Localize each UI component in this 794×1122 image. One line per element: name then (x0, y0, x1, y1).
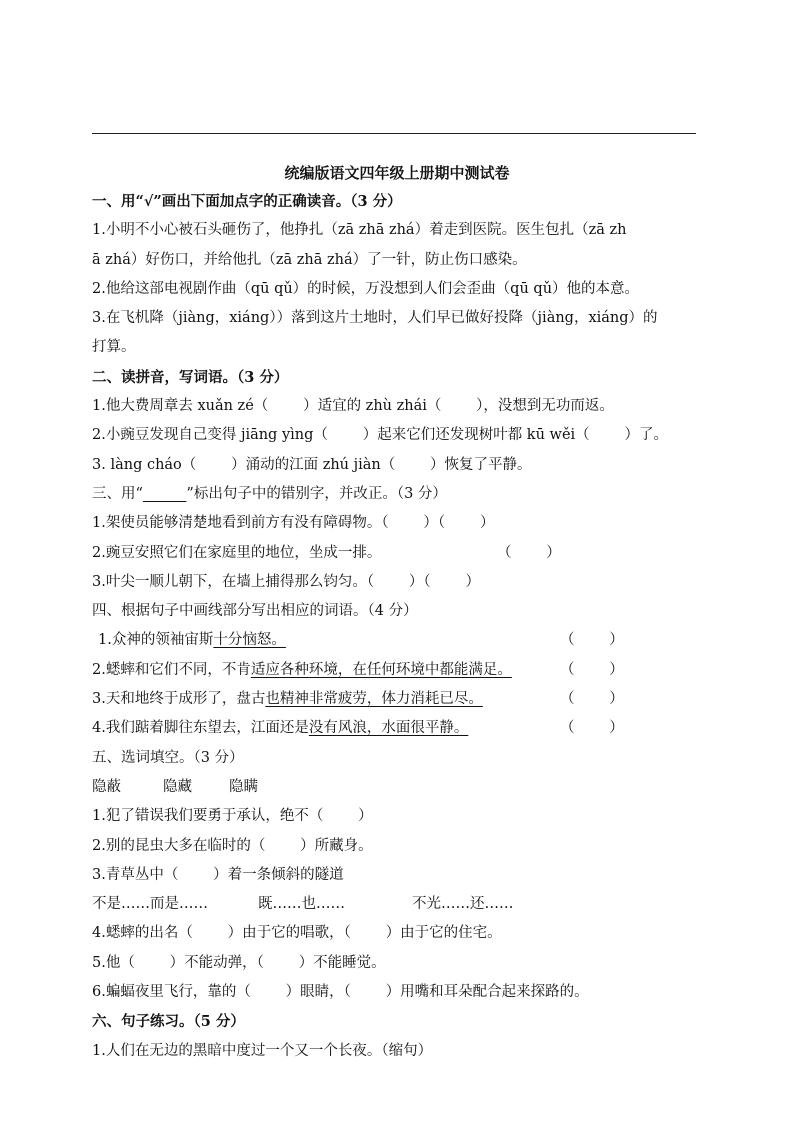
s4-question-3-text: 3.天和地终于成形了，盘古 (92, 691, 266, 708)
s2-question-3: 3. làng cháo（ ）涌动的江面 zhú jiàn（ ）恢复了平静。 (92, 456, 532, 473)
exam-content (92, 187, 704, 1066)
section-4-heading: 四、根据句子中画线部分写出相应的词语。（4 分） (92, 603, 418, 620)
s4-question-4-blank: （ ） (560, 720, 624, 737)
section-5-heading: 五、选词填空。（3 分） (92, 749, 244, 766)
s5-question-6: 6.蝙蝠夜里飞行，靠的（ ）眼睛，（ ）用嘴和耳朵配合起来探路的。 (92, 984, 589, 1001)
s3-question-1: 1.架使员能够清楚地看到前方有没有障碍物。（ ）（ ） (92, 515, 495, 532)
s4-question-1-blank: （ ） (560, 632, 624, 649)
s5-question-4: 4.蟋蟀的出名（ ）由于它的唱歌，（ ）由于它的住宅。 (92, 925, 502, 942)
s1-question-3-line-1: 3.在飞机降（jiàng，xiáng））落到这片土地时，人们早已做好投降（jiàng，xiáng）的 (92, 310, 658, 327)
s1-question-1-line-2: ā zhá）好伤口，并给他扎（zā zhā zhá）了一针，防止伤口感染。 (92, 251, 527, 268)
s5-word-3: 隐瞒 (229, 778, 258, 795)
s1-question-3-line-2: 打算。 (92, 339, 136, 356)
s4-question-2-row (92, 656, 704, 685)
s6-question-1: 1.人们在无边的黑暗中度过一个又一个长夜。（缩句） (92, 1042, 433, 1059)
s3-question-2-blank: （ ） (497, 544, 561, 561)
s4-question-3-blank: （ ） (560, 691, 624, 708)
s5-question-2: 2.别的昆虫大多在临时的（ ）所藏身。 (92, 837, 373, 854)
s5-conjunction-2: 既……也…… (258, 896, 345, 913)
s5-question-3: 3.青草丛中（ ）着一条倾斜的隧道 (92, 866, 344, 883)
s3-question-2: 2.豌豆安照它们在家庭里的地位，坐成一排。 (92, 544, 382, 561)
s5-conjunction-1: 不是……而是…… (92, 896, 208, 913)
section-1-heading: 一、用“√”画出下面加点字的正确读音。（3 分） (92, 193, 402, 210)
s2-question-2: 2.小豌豆发现自己变得 jiāng yìng（ ）起来它们还发现树叶都 kū wěi（ ）了。 (92, 427, 668, 444)
s5-word-bank-2 (92, 890, 704, 919)
s3-heading-end: ”标出句子中的错别字，并改正。（3 分） (186, 485, 447, 502)
s4-question-2-blank: （ ） (560, 661, 624, 678)
s4-question-4-text: 4.我们踮着脚往东望去，江面还是 (92, 720, 309, 737)
s1-question-2: 2.他给这部电视剧作曲（qū qǔ）的时候，万没想到人们会歪曲（qū qǔ）他的本意。 (92, 280, 640, 297)
s1-question-1-line-1: 1.小明不小心被石头砸伤了，他挣扎（zā zhā zhá）着走到医院。医生包扎（zā zh (92, 222, 627, 239)
s4-question-1-underlined: 十分恼怒。 (213, 632, 286, 649)
section-3-heading (92, 480, 704, 509)
header-rule (92, 133, 696, 134)
s4-question-3-underlined: 也精神非常疲劳，体力消耗已尽。 (265, 691, 483, 708)
s5-question-5: 5.他（ ）不能动弹，（ ）不能睡觉。 (92, 954, 386, 971)
s5-conjunction-3: 不光……还…… (412, 896, 514, 913)
s3-underline-sample (143, 486, 187, 502)
section-6-heading: 六、句子练习。（5 分） (92, 1013, 245, 1031)
s4-question-2-underlined: 适应各种环境，在任何环境中都能满足。 (250, 661, 512, 678)
s2-question-1: 1.他大费周章去 xuǎn zé（ ）适宜的 zhù zhái（ ），没想到无功而返。 (92, 398, 614, 415)
s5-question-1: 1.犯了错误我们要勇于承认，绝不（ ） (92, 808, 373, 825)
s3-question-2-row (92, 539, 704, 568)
s4-question-4-row (92, 714, 704, 743)
s4-question-1-text: 1.众神的领袖宙斯 (98, 632, 214, 649)
s4-question-1-row (92, 626, 704, 655)
s3-question-3: 3.叶尖一顺儿朝下，在墙上捕得那么钧匀。（ ）（ ） (92, 573, 480, 590)
s5-word-bank-1 (92, 773, 704, 802)
exam-title: 统编版语文四年级上册期中测试卷 (284, 164, 510, 182)
s4-question-4-underlined: 没有风浪，水面很平静。 (308, 720, 469, 737)
s4-question-2-text: 2.蟋蟀和它们不同，不肯 (92, 661, 251, 678)
s5-word-2: 隐藏 (163, 778, 192, 795)
section-2-heading: 二、读拼音，写词语。（3 分） (92, 368, 289, 386)
s3-heading-start: 三、用“ (92, 485, 143, 502)
s4-question-3-row (92, 685, 704, 714)
s5-word-1: 隐蔽 (92, 778, 121, 795)
